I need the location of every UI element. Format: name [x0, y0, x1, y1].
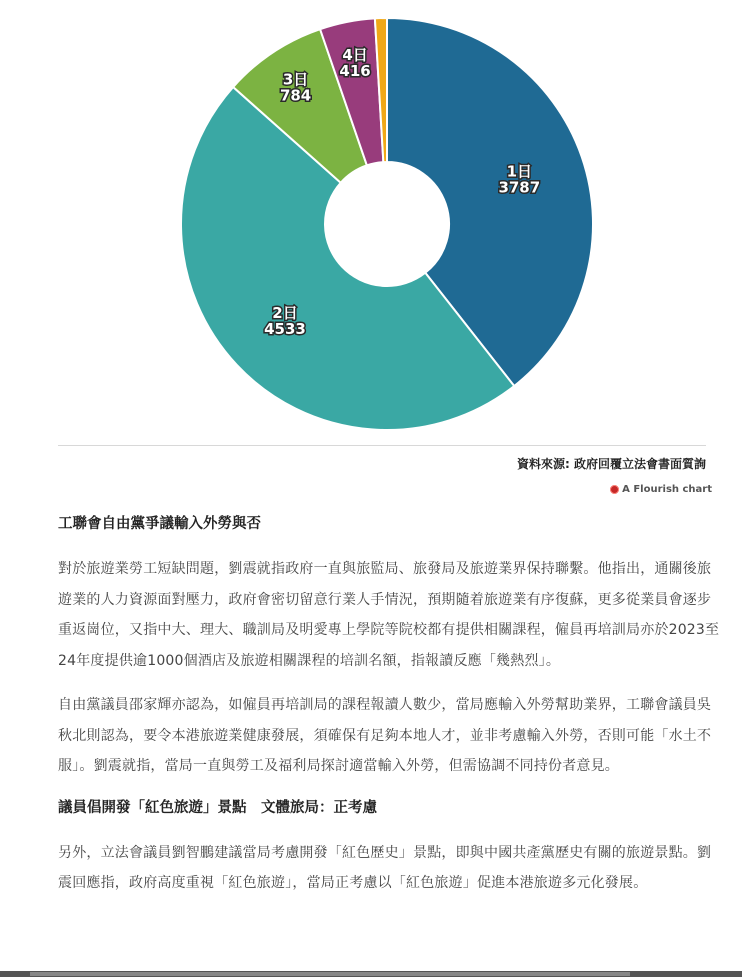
paragraph-import-workers: 自由黨議員邵家輝亦認為，如僱員再培訓局的課程報讀人數少，當局應輸入外勞幫助業界，工聯會議員吳秋北則認為，要令本港旅遊業健康發展，須確保有足夠本地人才，並非考慮輸入外勞，否則可能「水土不服」。劉震就指，當局一直與勞工及福利局探討適當輸入外勞，但需協調不同持份者意見。	[58, 697, 712, 774]
slice-label-value-3: 784	[279, 86, 312, 105]
slice-label-name-4: 4日	[342, 46, 368, 65]
paragraph-red-tourism: 另外，立法會議員劉智鵬建議當局考慮開發「紅色歷史」景點，即與中國共產黨歷史有關的旅遊景點。劉震回應指，政府高度重視「紅色旅遊」，當局正考慮以「紅色旅遊」促進本港旅遊多元化發展。	[58, 844, 712, 891]
slice-label-name-3: 3日	[282, 70, 309, 89]
flourish-credit-label: A Flourish chart	[622, 484, 712, 495]
slice-label-value-1: 3787	[498, 178, 541, 197]
horizontal-scrollbar[interactable]	[0, 971, 742, 977]
flourish-credit[interactable]	[610, 484, 712, 495]
scrollbar-thumb[interactable]	[30, 972, 630, 976]
section-heading-red-tourism: 議員倡開發「紅色旅遊」景點 文體旅局：正考慮	[58, 799, 377, 816]
article-body	[58, 512, 722, 913]
slice-label-value-4: 416	[339, 62, 371, 81]
paragraph-labour-shortage: 對於旅遊業勞工短缺問題，劉震就指政府一直與旅監局、旅發局及旅遊業界保持聯繫。他指出，通關後旅遊業的人力資源面對壓力，政府會密切留意行業人手情況，預期隨着旅遊業有序復蘇，更多從業員會逐步重返崗位，又指中大、理大、職訓局及明愛專上學院等院校都有提供相關課程，僱員再培訓局亦於2023至24年度提供逾1000個酒店及旅遊相關課程的培訓名額，指報讀反應「幾熱烈」。	[58, 561, 720, 669]
section-heading-labour: 工聯會自由黨爭議輸入外勞與否	[58, 516, 261, 532]
donut-chart	[0, 0, 742, 440]
slice-label-name-2: 2日	[272, 303, 298, 322]
slice-label-name-1: 1日	[506, 162, 533, 181]
flourish-logo-icon	[610, 485, 619, 494]
slice-label-value-2: 4533	[264, 319, 306, 338]
chart-divider	[58, 445, 706, 446]
chart-source: 資料來源: 政府回覆立法會書面質詢	[517, 457, 706, 471]
